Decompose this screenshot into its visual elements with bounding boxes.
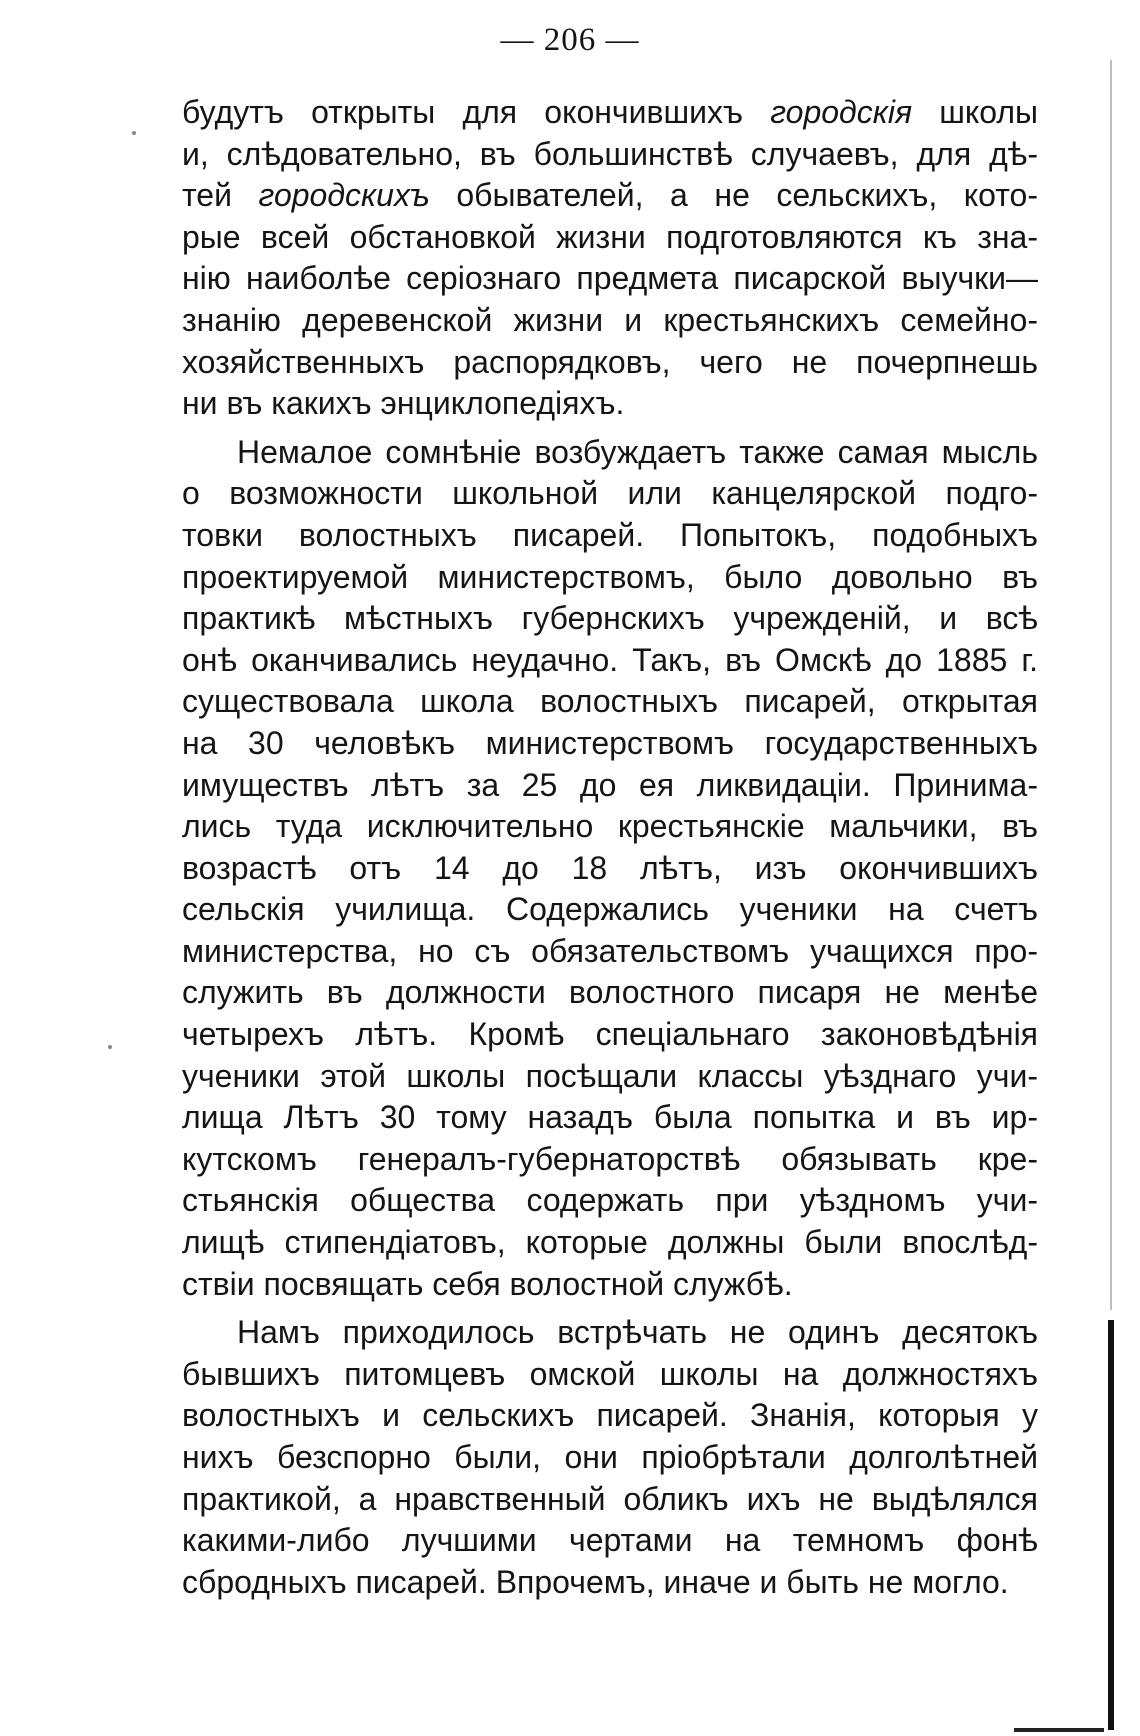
text-line xyxy=(182,557,1038,599)
text-fragment: волостныхъ и сельскихъ писарей. Знанія, которыя у xyxy=(182,1397,1038,1434)
text-line xyxy=(182,1014,1038,1056)
text-line xyxy=(182,1520,1038,1562)
text-fragment: проектируемой министерствомъ, было довольно въ xyxy=(182,558,1038,595)
text-line xyxy=(182,1437,1038,1479)
text-fragment: онѣ оканчивались неудачно. Такъ, въ Омскѣ до 1885 г. xyxy=(182,641,1038,678)
text-fragment: стьянскія общества содержать при уѣздномъ учи- xyxy=(182,1182,1038,1219)
text-line xyxy=(182,515,1038,557)
text-line xyxy=(182,1097,1038,1139)
text-line xyxy=(182,258,1038,300)
text-line xyxy=(182,1264,1038,1306)
text-line xyxy=(182,342,1038,384)
text-line xyxy=(182,1479,1038,1521)
text-fragment: нихъ безспорно были, они пріобрѣтали долголѣтней xyxy=(182,1439,1038,1475)
body-text xyxy=(182,92,1038,1603)
text-fragment: рые всей обстановкой жизни подготовляются къ зна- xyxy=(182,218,1038,255)
text-fragment: ни въ какихъ энциклопедіяхъ. xyxy=(182,385,625,422)
text-line xyxy=(182,1139,1038,1181)
text-line xyxy=(182,640,1038,682)
text-fragment: нію наиболѣе серіознаго предмета писарской выучки— xyxy=(182,260,1038,297)
text-fragment: лища Лѣтъ 30 тому назадъ была попытка и въ ир- xyxy=(182,1099,1038,1136)
text-fragment: сбродныхъ писарей. Впрочемъ, иначе и быть не могло. xyxy=(182,1563,1009,1600)
text-line xyxy=(182,1354,1038,1396)
text-line xyxy=(182,134,1038,176)
text-fragment: министерства, но съ обязательствомъ учащихся про- xyxy=(182,932,1038,969)
text-fragment: существовала школа волостныхъ писарей, открытая xyxy=(182,683,1038,720)
scan-edge-shadow xyxy=(1110,60,1112,1310)
text-line xyxy=(182,723,1038,765)
text-fragment: практикой, а нравственный обликъ ихъ не выдѣлялся xyxy=(182,1480,1038,1517)
italic-text: городскія xyxy=(770,94,913,130)
paragraph xyxy=(182,92,1038,425)
text-fragment: служить въ должности волостного писаря не менѣе xyxy=(182,974,1038,1011)
text-line xyxy=(182,1395,1038,1437)
scan-speck xyxy=(132,131,136,135)
scan-speck xyxy=(108,1045,112,1049)
text-line xyxy=(182,432,1038,474)
text-fragment: четырехъ лѣтъ. Кромѣ спеціальнаго законовѣдѣнія xyxy=(182,1016,1038,1053)
text-fragment: хозяйственныхъ распорядковъ, чего не почерпнешь xyxy=(182,343,1038,380)
text-fragment: лись туда исключительно крестьянскіе мальчики, въ xyxy=(182,808,1038,845)
text-line xyxy=(182,889,1038,931)
text-fragment: какими-либо лучшими чертами на темномъ фонѣ xyxy=(182,1522,1038,1559)
text-fragment: кутскомъ генералъ-губернаторствѣ обязывать кре- xyxy=(182,1140,1038,1177)
paragraph xyxy=(182,432,1038,1305)
text-fragment: возрастѣ отъ 14 до 18 лѣтъ, изъ окончившихъ xyxy=(182,849,1038,886)
text-fragment: лищѣ стипендіатовъ, которые должны были впослѣд- xyxy=(182,1224,1038,1261)
text-fragment: ствіи посвящать себя волостной службѣ. xyxy=(182,1265,793,1302)
text-fragment: сельскія училища. Содержались ученики на счетъ xyxy=(182,891,1038,928)
text-fragment: бывшихъ питомцевъ омской школы на должностяхъ xyxy=(182,1355,1038,1392)
text-fragment: и, слѣдовательно, въ большинствѣ случаевъ, для дѣ- xyxy=(182,135,1038,172)
text-line xyxy=(182,1312,1038,1354)
text-fragment: знанію деревенской жизни и крестьянскихъ семейно- xyxy=(182,301,1038,338)
text-fragment: школы xyxy=(912,94,1039,130)
italic-text: городскихъ xyxy=(258,177,430,214)
text-fragment: товки волостныхъ писарей. Попытокъ, подобныхъ xyxy=(182,516,1038,553)
text-fragment: на 30 человѣкъ министерствомъ государственныхъ xyxy=(182,724,1038,761)
text-fragment: о возможности школьной или канцелярской подго- xyxy=(182,475,1038,512)
text-line xyxy=(182,1180,1038,1222)
scan-binding-edge xyxy=(1108,1320,1114,1730)
text-fragment: ученики этой школы посѣщали классы уѣзднаго учи- xyxy=(182,1057,1038,1094)
text-line xyxy=(182,175,1038,217)
text-line xyxy=(182,848,1038,890)
text-line xyxy=(182,300,1038,342)
text-fragment: имуществъ лѣтъ за 25 до ея ликвидаціи. Принима- xyxy=(182,766,1038,803)
text-line xyxy=(182,1056,1038,1098)
text-fragment: обывателей, а не сельскихъ, кото- xyxy=(429,177,1039,214)
text-line xyxy=(182,598,1038,640)
text-line xyxy=(182,473,1038,515)
text-line xyxy=(182,931,1038,973)
text-line xyxy=(182,383,1038,425)
text-fragment: практикѣ мѣстныхъ губернскихъ учрежденій, и всѣ xyxy=(182,600,1038,637)
text-line xyxy=(182,92,1038,134)
text-line xyxy=(182,1222,1038,1264)
text-line xyxy=(182,972,1038,1014)
paragraph xyxy=(182,1312,1038,1603)
text-line xyxy=(182,765,1038,807)
text-line xyxy=(182,1562,1038,1604)
text-line xyxy=(182,217,1038,259)
text-line xyxy=(182,806,1038,848)
text-line xyxy=(182,681,1038,723)
text-fragment: Немалое сомнѣніе возбуждаетъ также самая мысль xyxy=(237,433,1038,470)
text-fragment: тей xyxy=(182,177,259,214)
page-number: — 206 — xyxy=(500,22,640,58)
scan-smudge xyxy=(1014,1728,1104,1732)
text-fragment: будутъ открыты для окончившихъ xyxy=(182,94,771,130)
text-fragment: Намъ приходилось встрѣчать не одинъ десятокъ xyxy=(237,1314,1038,1351)
